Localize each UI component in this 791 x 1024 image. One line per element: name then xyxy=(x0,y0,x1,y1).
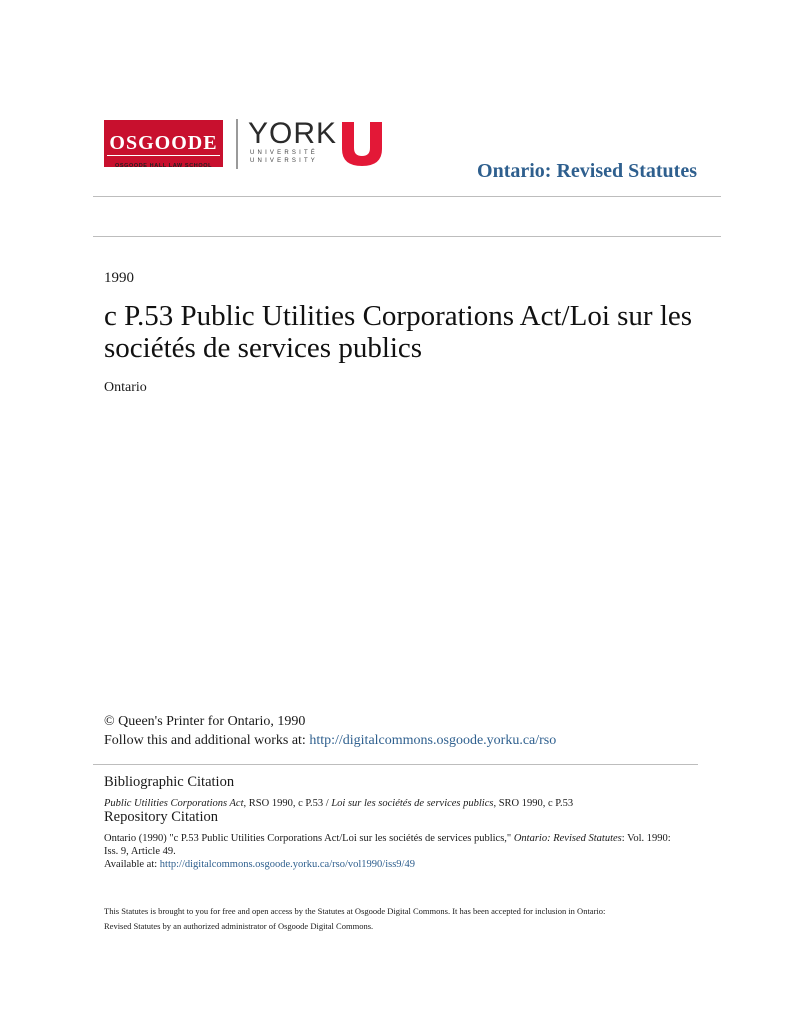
footer-note xyxy=(104,904,724,934)
york-logo-sub-en: UNIVERSITY xyxy=(250,158,319,164)
repo-series: Ontario: Revised Statutes xyxy=(513,833,622,844)
repository-available xyxy=(104,858,704,871)
osgoode-logo-subtitle: OSGOODE HALL LAW SCHOOL xyxy=(114,163,213,169)
header-divider-top xyxy=(93,196,721,197)
osgoode-logo-text: OSGOODE xyxy=(109,131,218,154)
copyright-notice: © Queen's Printer for Ontario, 1990 xyxy=(104,714,306,729)
repository-line-2: Iss. 9, Article 49. xyxy=(104,846,176,857)
york-logo-sub-fr: UNIVERSITÉ xyxy=(250,150,319,156)
bib-mid: , RSO 1990, c P.53 / xyxy=(243,798,332,809)
bib-act-en: Public Utilities Corporations Act xyxy=(104,798,244,809)
osgoode-logo xyxy=(104,120,223,167)
follow-prefix: Follow this and additional works at: xyxy=(104,733,310,748)
document-author[interactable]: Ontario xyxy=(104,380,147,395)
repo-tail: : Vol. 1990: xyxy=(621,833,671,844)
article-link[interactable]: http://digitalcommons.osgoode.yorku.ca/rso/vol1990/iss9/49 xyxy=(159,859,415,870)
bib-tail: , SRO 1990, c P.53 xyxy=(493,798,574,809)
york-u-logo-icon xyxy=(340,122,384,166)
repository-line-1 xyxy=(104,832,704,845)
york-logo-text: YORK xyxy=(248,117,338,150)
logo-divider xyxy=(236,119,238,169)
document-title: c P.53 Public Utilities Corporations Act/Loi sur les sociétés de services publics xyxy=(104,300,693,364)
repository-heading: Repository Citation xyxy=(104,809,218,825)
repo-prefix: Ontario (1990) "c P.53 Public Utilities Corporations Act/Loi sur les sociétés de services publics," xyxy=(104,833,514,844)
citation-divider xyxy=(93,764,698,765)
header-divider-bottom xyxy=(93,236,721,237)
document-year: 1990 xyxy=(104,270,134,286)
footer-line-1: This Statutes is brought to you for free and open access by the Statutes at Osgoode Digital Commons. It has been accepted for inclusion in Ontario: xyxy=(104,906,606,916)
collection-link[interactable]: http://digitalcommons.osgoode.yorku.ca/rso xyxy=(309,733,557,748)
series-title[interactable]: Ontario: Revised Statutes xyxy=(477,160,697,182)
repository-citation xyxy=(104,832,704,871)
available-prefix: Available at: xyxy=(104,859,160,870)
bib-act-fr: Loi sur les sociétés de services publics xyxy=(331,798,494,809)
bibliographic-heading: Bibliographic Citation xyxy=(104,774,235,790)
footer-line-2: Revised Statutes by an authorized administrator of Osgoode Digital Commons. xyxy=(104,921,374,931)
follow-line xyxy=(104,731,556,751)
